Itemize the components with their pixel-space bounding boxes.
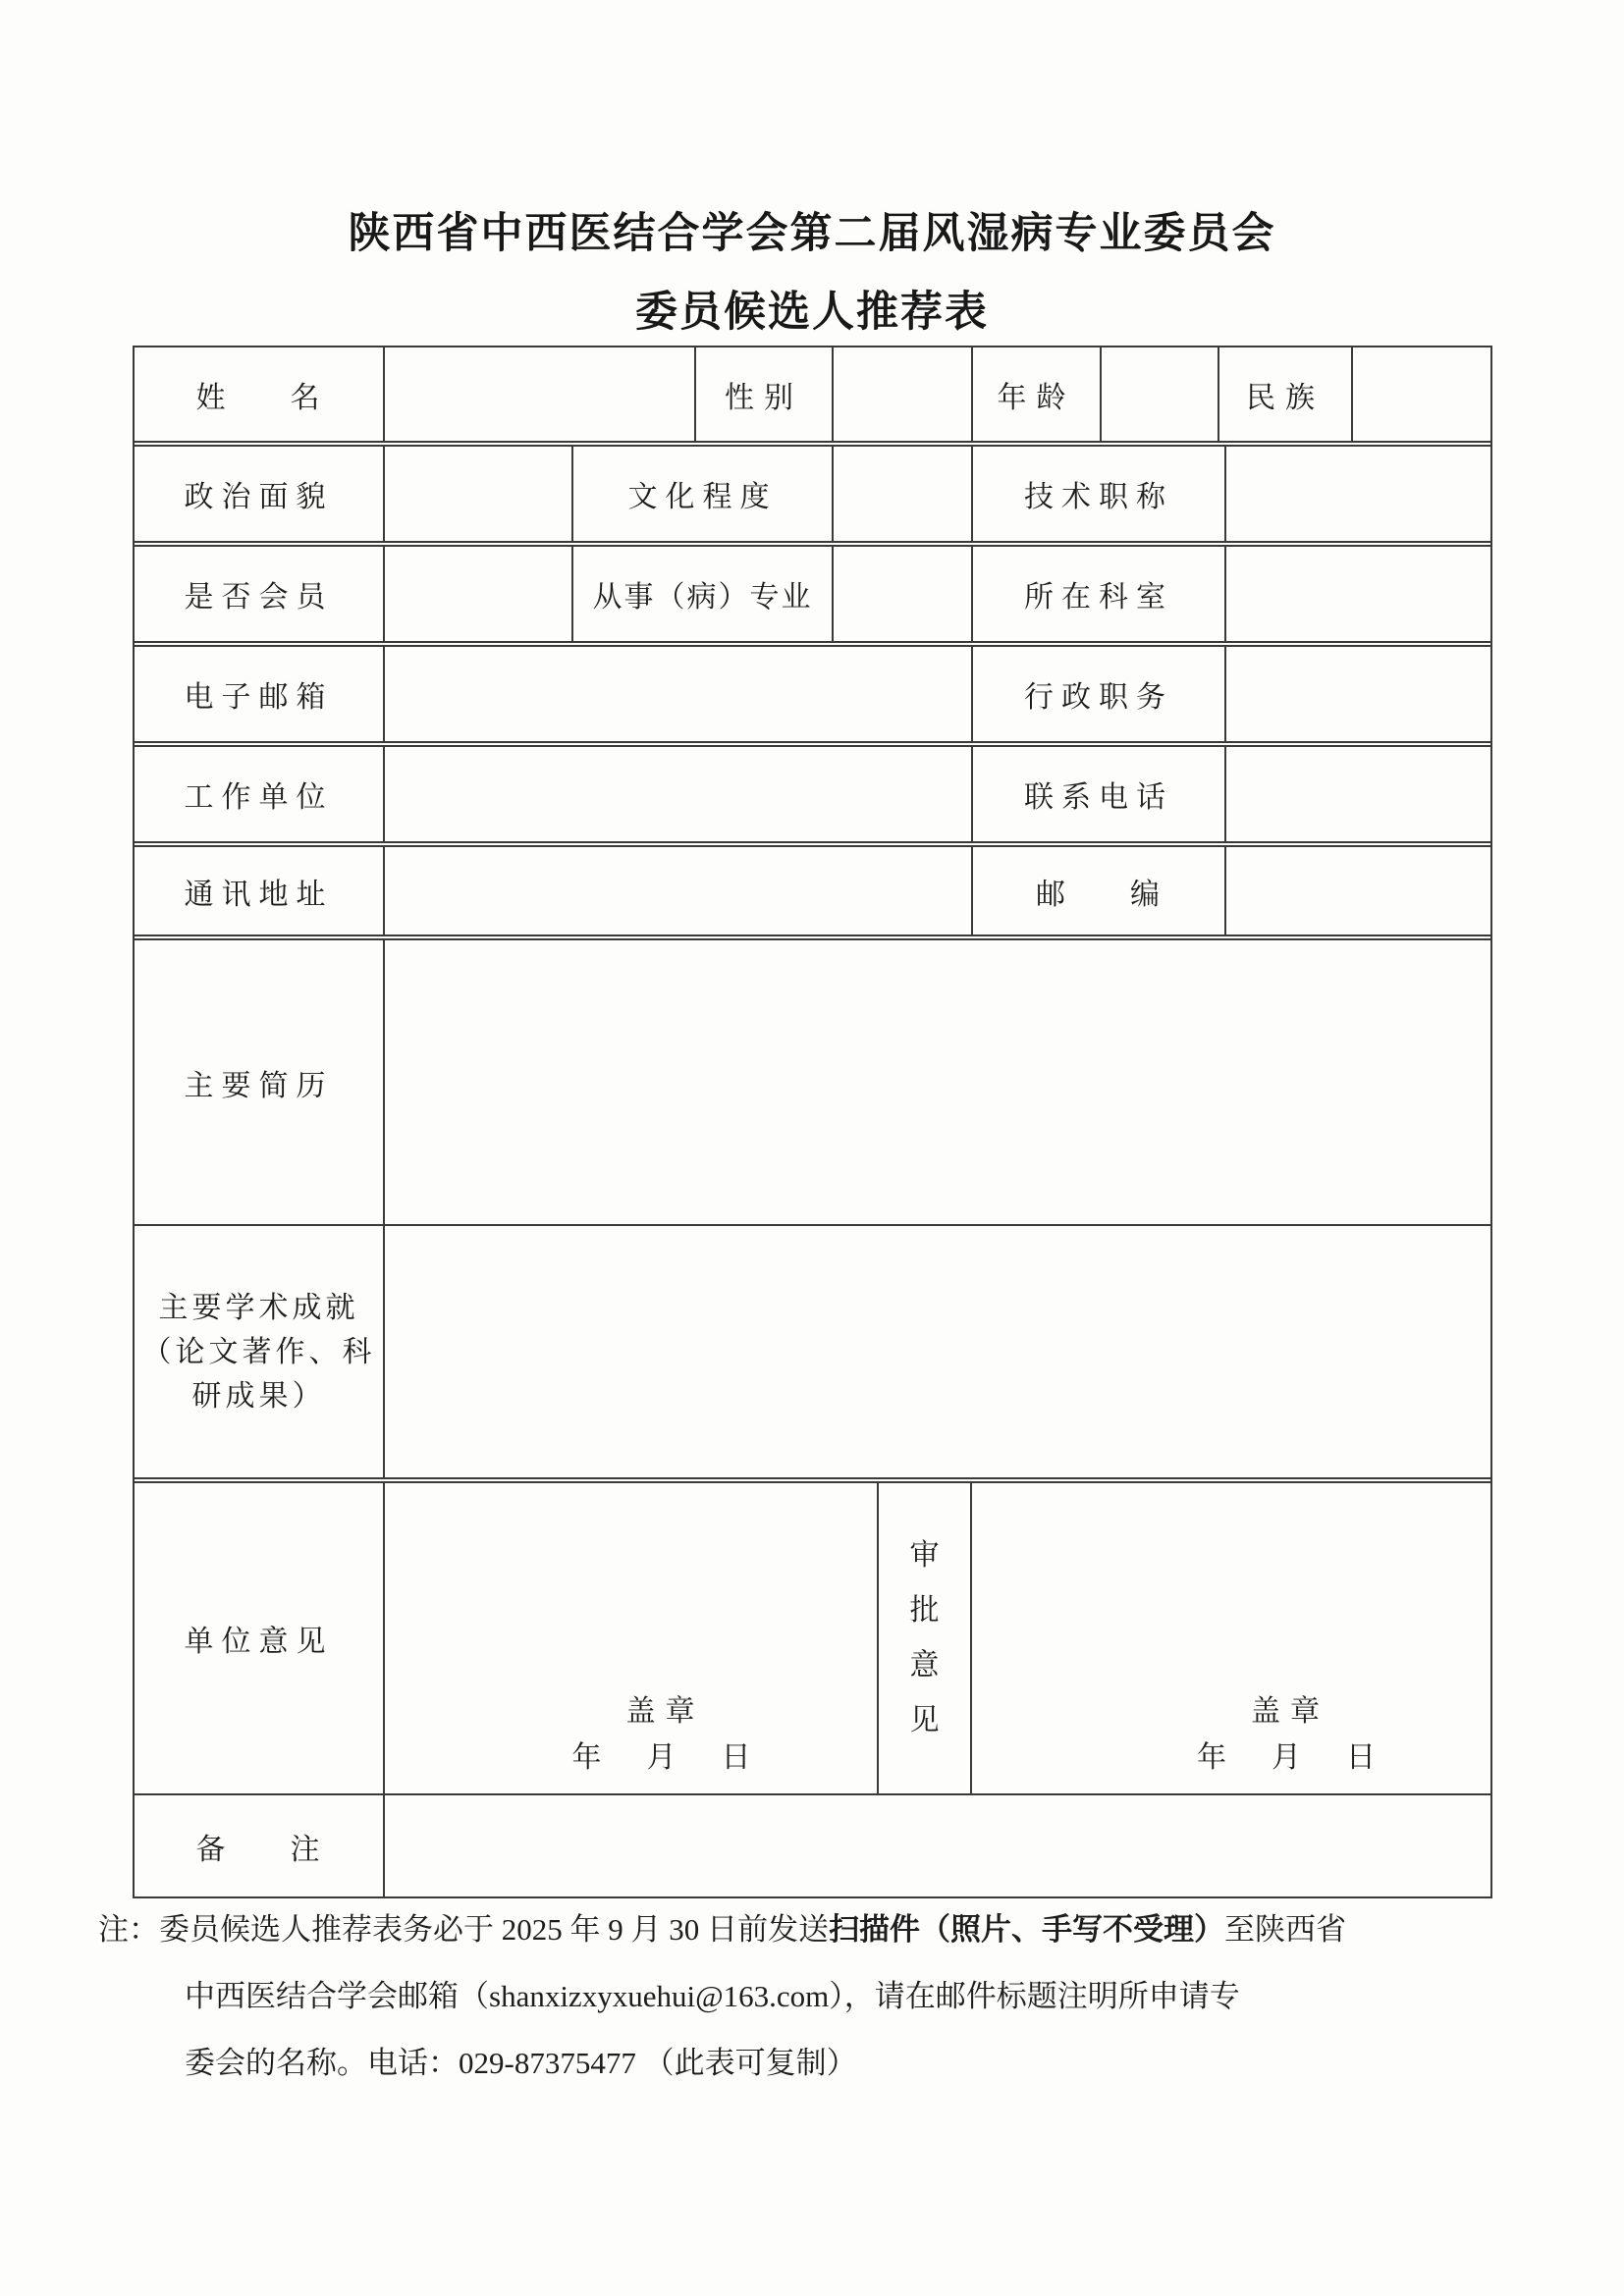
resume-label: 主要简历 [184, 1069, 334, 1102]
work-unit-value-cell [383, 747, 971, 841]
resume-value-cell [383, 940, 1490, 1224]
tech-title-label: 技术职称 [971, 447, 1224, 541]
row-address [135, 841, 1490, 934]
remarks-label: 备 注 [195, 1833, 322, 1866]
row-opinions [135, 1477, 1490, 1793]
gender-value-cell [832, 347, 971, 441]
note-line3: 委会的名称。电话：029-87375477 （此表可复制） [185, 2046, 857, 2080]
postcode-value-cell [1224, 847, 1490, 934]
achievements-label-line1: 主要学术成就 [158, 1291, 359, 1324]
ethnic-label: 民族 [1218, 347, 1351, 441]
row-political [135, 441, 1490, 541]
note-line1-tail: 至陕西省 [1224, 1912, 1346, 1947]
achievements-label-line2: （论文著作、科 [141, 1335, 376, 1368]
political-value-cell [383, 447, 571, 541]
work-unit-label: 工作单位 [184, 781, 334, 814]
approval-opinion-label [877, 1483, 970, 1793]
admin-post-label: 行政职务 [971, 647, 1224, 741]
education-value-cell [832, 447, 971, 541]
gender-label: 性别 [694, 347, 832, 441]
age-label: 年龄 [971, 347, 1100, 441]
unit-date-label: 年 月 日 [571, 1741, 759, 1774]
approval-seal-label: 盖章 [1251, 1695, 1329, 1728]
note-prefix: 注： [98, 1912, 159, 1947]
achievements-label-line3: 研成果） [191, 1379, 326, 1413]
admin-post-value-cell [1224, 647, 1490, 741]
approval-char-3: 意 [909, 1649, 940, 1682]
postcode-label: 邮 编 [971, 847, 1224, 934]
political-label: 政治面貌 [184, 481, 334, 513]
footer-note [98, 1896, 1522, 2097]
education-label: 文化程度 [571, 447, 832, 541]
remarks-value-cell [383, 1795, 1490, 1896]
ethnic-value-cell [1351, 347, 1490, 441]
recommendation-form-table [133, 346, 1492, 1898]
phone-value-cell [1224, 747, 1490, 841]
achievements-label [135, 1226, 383, 1477]
unit-opinion-value-cell [383, 1483, 877, 1793]
address-value-cell [383, 847, 971, 934]
tech-title-value-cell [1224, 447, 1490, 541]
unit-seal-block [572, 1689, 759, 1782]
approval-char-2: 批 [909, 1594, 940, 1627]
form-title-line2: 委员候选人推荐表 [635, 290, 989, 336]
email-value-cell [383, 647, 971, 741]
phone-label: 联系电话 [971, 747, 1224, 841]
note-line1-bold-text: 扫描件（照片、手写不受理） [829, 1912, 1224, 1947]
age-value-cell [1100, 347, 1218, 441]
address-label: 通讯地址 [184, 878, 334, 911]
achievements-value-cell [383, 1226, 1490, 1477]
department-label: 所在科室 [971, 547, 1224, 641]
specialty-label: 从事（病）专业 [571, 547, 832, 641]
member-value-cell [383, 547, 571, 641]
email-label: 电子邮箱 [184, 681, 334, 714]
row-name [135, 347, 1490, 441]
row-remarks [135, 1793, 1490, 1896]
name-label: 姓 名 [195, 381, 322, 414]
row-achievements [135, 1224, 1490, 1477]
approval-char-1: 审 [909, 1539, 940, 1572]
note-line1-text: 委员候选人推荐表务必于 2025 年 9 月 30 日前发送 [159, 1912, 829, 1947]
department-value-cell [1224, 547, 1490, 641]
note-line2: 中西医结合学会邮箱（shanxizxyxuehui@163.com），请在邮件标题注明所申请专 [185, 1979, 1240, 2013]
unit-opinion-label: 单位意见 [184, 1626, 334, 1658]
unit-seal-label: 盖章 [625, 1695, 705, 1728]
name-value-cell [383, 347, 694, 441]
approval-date-label: 年 月 日 [1197, 1741, 1383, 1774]
note-line1 [98, 1896, 1522, 1963]
approval-seal-block [1197, 1689, 1383, 1782]
form-title-line1: 陕西省中西医结合学会第二届风湿病专业委员会 [348, 211, 1276, 257]
row-resume [135, 934, 1490, 1224]
row-member [135, 541, 1490, 641]
row-email [135, 641, 1490, 741]
member-label: 是否会员 [184, 581, 334, 614]
row-work-unit [135, 741, 1490, 841]
approval-char-4: 见 [909, 1704, 940, 1736]
specialty-value-cell [832, 547, 971, 641]
approval-opinion-value-cell [970, 1483, 1490, 1793]
